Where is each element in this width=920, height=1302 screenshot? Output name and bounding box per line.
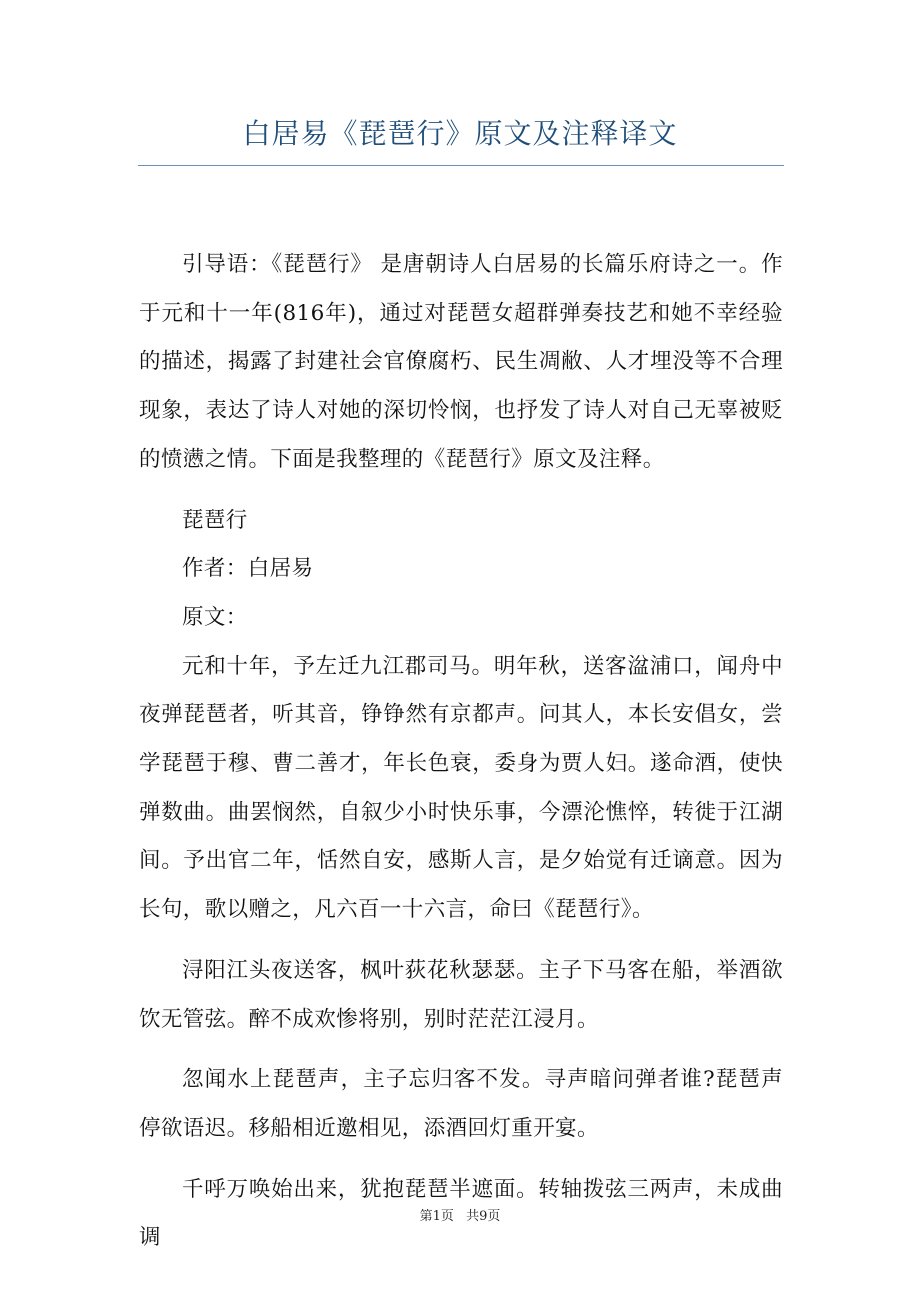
page-total: 共9页: [466, 1209, 501, 1224]
intro-paragraph: 引导语：《琵琶行》 是唐朝诗人白居易的长篇乐府诗之一。作于元和十一年(816年)，通过对琵琶女超群弹奏技艺和她不幸经验的描述，揭露了封建社会官僚腐朽、民生凋敝、人才埋没等不合理现象，表达了诗人对她的深切怜悯，也抒发了诗人对自己无辜被贬的愤懑之情。下面是我整理的《琵琶行》原文及注释。: [139, 252, 783, 472]
document-body: [139, 241, 783, 1275]
poem-stanza-3: 千呼万唤始出来，犹抱琵琶半遮面。转轴拨弦三两声，未成曲调: [139, 1176, 783, 1251]
page-number: 第1页: [419, 1209, 454, 1224]
poem-author: 作者：白居易: [182, 556, 314, 582]
original-text-label: 原文：: [182, 604, 248, 630]
page-footer: [0, 1208, 920, 1226]
preface-paragraph: 元和十年，予左迁九江郡司马。明年秋，送客湓浦口，闻舟中夜弹琵琶者，听其音，铮铮然有京都声。问其人，本长安倡女，尝学琵琶于穆、曹二善才，年长色衰，委身为贾人妇。遂命酒，使快弹数曲。曲罢悯然，自叙少小时快乐事，今漂沦憔悴，转徙于江湖间。予出官二年，恬然自安，感斯人言，是夕始觉有迁谪意。因为长句，歌以赠之，凡六百一十六言，命曰《琵琶行》。: [139, 653, 783, 923]
poem-title: 琵琶行: [182, 507, 248, 533]
document-title: 白居易《琵琶行》原文及注释译文: [242, 117, 678, 150]
title-underline: [138, 165, 784, 166]
poem-stanza-1: 浔阳江头夜送客，枫叶荻花秋瑟瑟。主子下马客在船，举酒欲饮无管弦。醉不成欢惨将别，别时茫茫江浸月。: [139, 957, 783, 1032]
poem-stanza-2: 忽闻水上琵琶声，主子忘归客不发。寻声暗问弹者谁?琵琶声停欲语迟。移船相近邀相见，添酒回灯重开宴。: [139, 1067, 783, 1141]
